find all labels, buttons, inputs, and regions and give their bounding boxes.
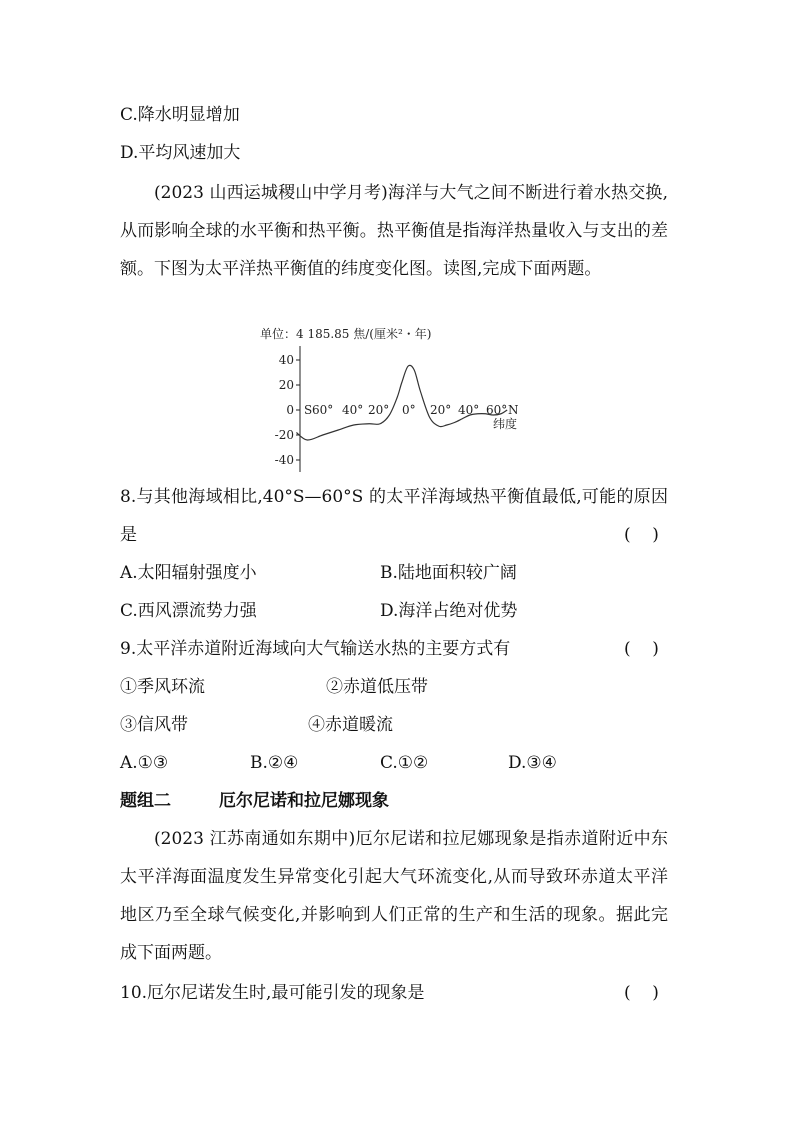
q9-item-2: ②赤道低压带	[326, 677, 428, 697]
y-tick-label: 0	[286, 403, 294, 417]
x-tick-label: 40°	[342, 403, 364, 417]
q9-stem: 9.太平洋赤道附近海域向大气输送水热的主要方式有	[120, 639, 511, 659]
x-tick-labels	[304, 403, 519, 417]
group-two-heading	[120, 790, 389, 812]
q10-stem: 10.厄尔尼诺发生时,最可能引发的现象是	[120, 983, 425, 1003]
group-two-label: 题组二	[120, 791, 171, 811]
y-tick-label: -40	[274, 453, 294, 467]
y-ticks	[275, 353, 300, 467]
x-tick-label: 20°	[368, 403, 390, 417]
q9-item-3: ③信风带	[120, 715, 188, 735]
q7-option-d: D.平均风速加大	[120, 143, 241, 163]
x-tick-label: 20°	[430, 403, 452, 417]
q9-option-a: A.①③	[120, 753, 169, 773]
q9-option-b: B.②④	[250, 753, 299, 773]
q8-option-d: D.海洋占绝对优势	[380, 601, 518, 621]
x-tick-label: 60°	[486, 403, 508, 417]
passage-heat-balance: (2023 山西运城稷山中学月考)海洋与大气之间不断进行着水热交换,从而影响全球的水平衡和热平衡。热平衡值是指海洋热量收入与支出的差额。下图为太平洋热平衡值的纬度变化图。读图,完成下面两题。	[120, 183, 668, 279]
x-tick-label: N	[508, 403, 519, 417]
group-two-title: 厄尔尼诺和拉尼娜现象	[219, 791, 389, 811]
x-tick-label: 40°	[458, 403, 480, 417]
q10-answer-paren: ( )	[624, 983, 659, 1003]
q8-option-b: B.陆地面积较广阔	[380, 563, 517, 583]
x-tick-label: S	[304, 403, 313, 417]
y-tick-label: 20	[278, 378, 294, 392]
q7-option-c: C.降水明显增加	[120, 105, 240, 125]
x-axis-label: 纬度	[493, 417, 518, 431]
q8-answer-paren: ( )	[624, 525, 659, 545]
y-tick-label: 40	[278, 353, 294, 367]
x-tick-label: 0°	[402, 403, 416, 417]
q9-item-4: ④赤道暖流	[308, 715, 393, 735]
y-tick-label: -20	[274, 428, 294, 442]
q9-option-c: C.①②	[380, 753, 429, 773]
q8-option-c: C.西风漂流势力强	[120, 601, 257, 621]
q9-item-1: ①季风环流	[120, 677, 205, 697]
x-tick-label: 60°	[312, 403, 334, 417]
q9-option-d: D.③④	[508, 753, 557, 773]
q8-option-a: A.太阳辐射强度小	[120, 563, 257, 583]
chart-unit-label: 单位：4 185.85 焦/(厘米²・年)	[260, 327, 432, 341]
q8-stem: 8.与其他海域相比,40°S—60°S 的太平洋海域热平衡值最低,可能的原因是	[120, 487, 668, 545]
q9-answer-paren: ( )	[624, 639, 659, 659]
passage-el-nino: (2023 江苏南通如东期中)厄尔尼诺和拉尼娜现象是指赤道附近中东太平洋海面温度发生异常变化引起大气环流变化,从而导致环赤道太平洋地区乃至全球气候变化,并影响到人们正常的生产和生活的现象。据此完成下面两题。	[120, 829, 668, 963]
heat-balance-chart	[250, 322, 550, 472]
